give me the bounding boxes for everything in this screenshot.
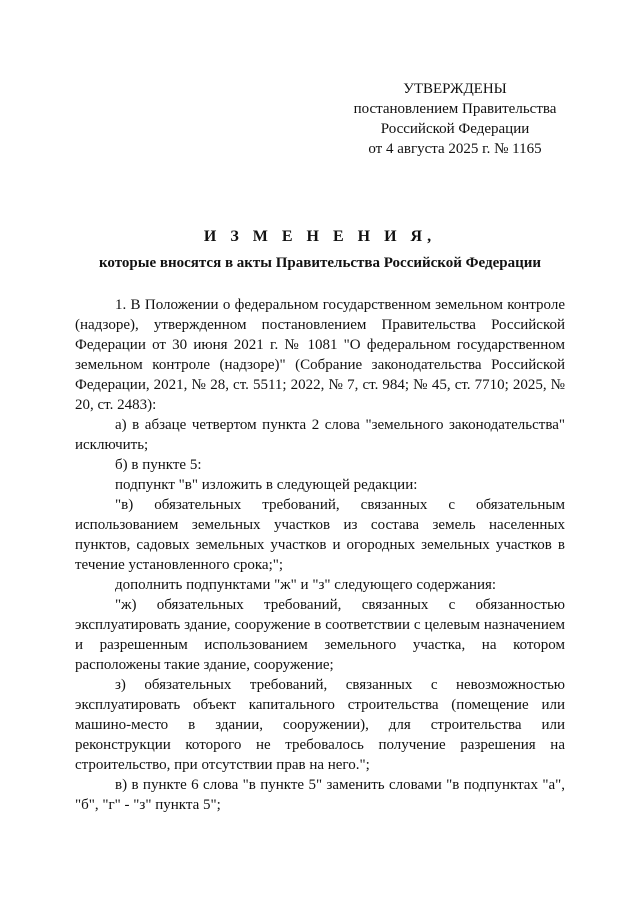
paragraph: б) в пункте 5: (115, 457, 202, 473)
document-title: И З М Е Н Е Н И Я, (203, 228, 437, 245)
approval-line: постановлением Правительства (353, 101, 557, 117)
paragraph: а) в абзаце четвертом пункта 2 слова "земельного законодательства" исключить; (75, 417, 565, 453)
approval-line: Российской Федерации (380, 121, 530, 137)
document-body (75, 295, 565, 815)
paragraph: в) в пункте 6 слова "в пункте 5" заменить словами "в подпунктах "а", "б", "г" - "з" пункта 5"; (75, 777, 565, 813)
paragraph: дополнить подпунктами "ж" и "з" следующего содержания: (115, 577, 497, 593)
approval-date-line: от 4 августа 2025 г. № 1165 (368, 141, 542, 157)
paragraph: "ж) обязательных требований, связанных с обязанностью эксплуатировать здание, сооружение в соответствии с целевым назначением и разрешенным использованием земельного участка, на котором расположены такие здание, сооружение; (75, 597, 565, 673)
paragraph: з) обязательных требований, связанных с невозможностью эксплуатировать объект капитального строительства (помещение или машино-место в здании, сооружении), для строительства или реконструкции которого не требовалось получение разрешения на строительство, при отсутствии прав на него."; (75, 677, 565, 773)
paragraph: 1. В Положении о федеральном государственном земельном контроле (надзоре), утвержденном постановлением Правительства Российской Федерации от 30 июня 2021 г. № 1081 "О федеральном государственном земельном контроле (надзоре)" (Собрание законодательства Российской Федерации, 2021, № 28, ст. 5511; 2022, № 7, ст. 984; № 45, ст. 7710; 2025, № 20, ст. 2483): (75, 297, 565, 413)
paragraph: "в) обязательных требований, связанных с обязательным использованием земельных участков из состава земель населенных пунктов, садовых земельных участков и огородных земельных участков в течение установленного срока;"; (75, 497, 565, 573)
approval-stamp (330, 79, 580, 159)
document-subtitle: которые вносятся в акты Правительства Российской Федерации (98, 255, 542, 271)
paragraph: подпункт "в" изложить в следующей редакции: (115, 477, 418, 493)
approval-title: УТВЕРЖДЕНЫ (403, 81, 507, 97)
